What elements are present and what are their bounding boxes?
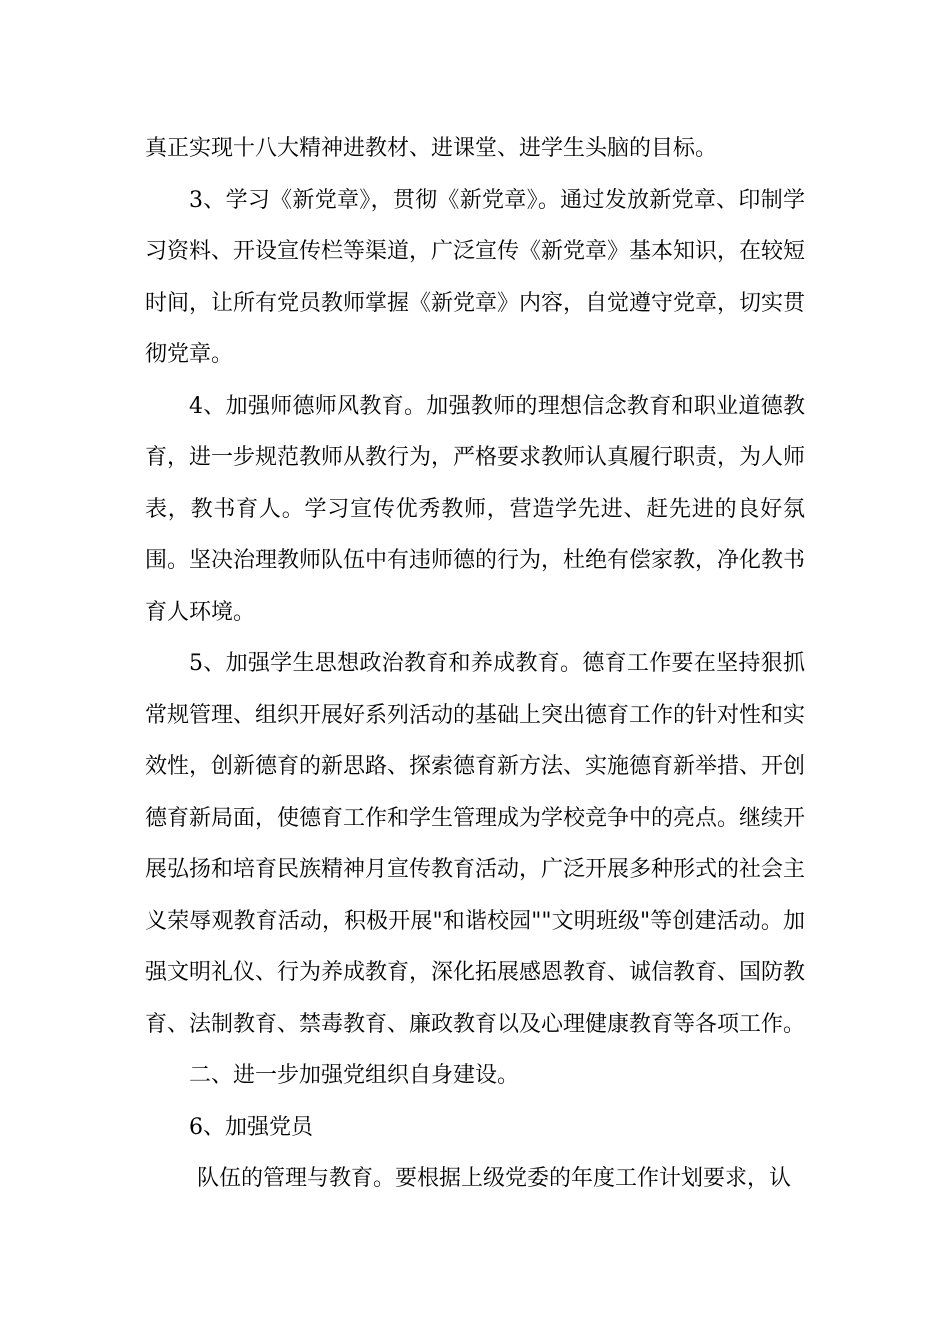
document-body (145, 123, 805, 1205)
paragraph-item-6: 6、加强党员 (189, 1114, 313, 1140)
paragraph-item-3: 3、学习《新党章》，贯彻《新党章》。通过发放新党章、印制学习资料、开设宣传栏等渠道，广泛宣传《新党章》基本知识，在较短时间，让所有党员教师掌握《新党章》内容，自觉遵守党章，切实贯彻党章。 (145, 187, 806, 367)
section-heading-2: 二、进一步加强党组织自身建设。 (189, 1063, 520, 1088)
paragraph-item-5: 5、加强学生思想政治教育和养成教育。德育工作要在坚持狠抓常规管理、组织开展好系列活动的基础上突出德育工作的针对性和实效性，创新德育的新思路、探索德育新方法、实施德育新举措、开创德育新局面，使德育工作和学生管理成为学校竞争中的亮点。继续开展弘扬和培育民族精神月宣传教育活动，广泛开展多种形式的社会主义荣辱观教育活动，积极开展"和谐校园""文明班级"等创建活动。加强文明礼仪、行为养成教育，深化拓展感恩教育、诚信教育、国防教育、法制教育、禁毒教育、廉政教育以及心理健康教育等各项工作。 (145, 651, 806, 1037)
paragraph-item-6-continued: 队伍的管理与教育。要根据上级党委的年度工作计划要求，认 (197, 1166, 792, 1191)
paragraph-goal: 真正实现十八大精神进教材、进课堂、进学生头脑的目标。 (145, 136, 718, 161)
paragraph-item-4: 4、加强师德师风教育。加强教师的理想信念教育和职业道德教育，进一步规范教师从教行为，严格要求教师认真履行职责，为人师表，教书育人。学习宣传优秀教师，营造学先进、赶先进的良好氛围。坚决治理教师队伍中有违师德的行为，杜绝有偿家教，净化教书育人环境。 (145, 393, 806, 625)
